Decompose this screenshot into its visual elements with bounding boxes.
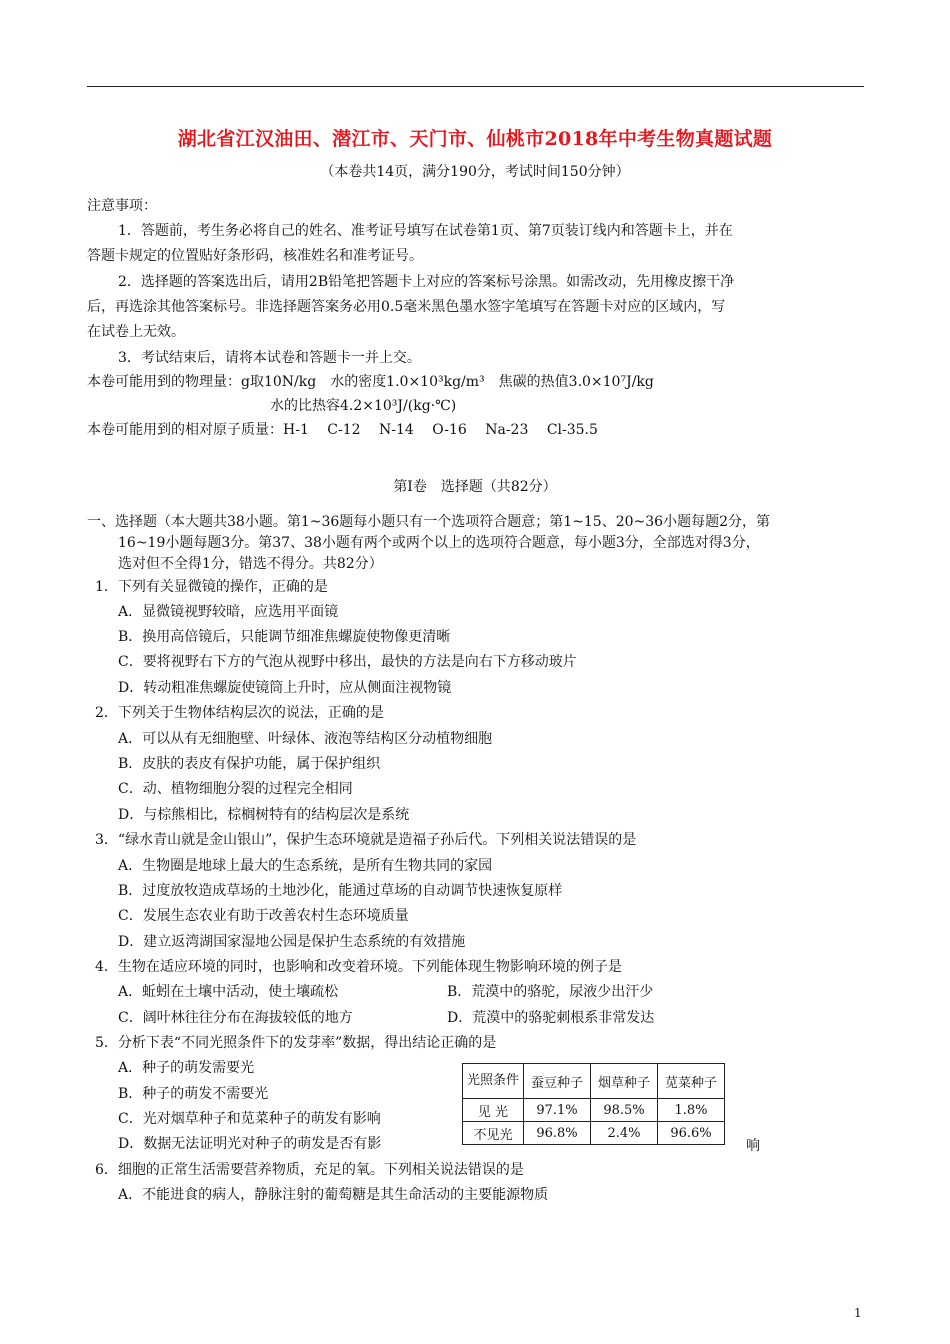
question-4-option-b: B．荒漠中的骆驼，尿液少出汗少: [447, 984, 654, 1000]
table-header-row: [463, 1064, 725, 1099]
question-2-option-c: C．动、植物细胞分裂的过程完全相同: [118, 781, 353, 797]
question-2-option-a: A．可以从有无细胞壁、叶绿体、液泡等结构区分动植物细胞: [118, 731, 493, 747]
question-3-option-b: B．过度放牧造成草场的土地沙化，能通过草场的自动调节快速恢复原样: [118, 883, 563, 899]
physics-constants-line-1: 本卷可能用到的物理量：g取10N/kg 水的密度1.0×10³kg/m³ 焦碳的热值3.0×10⁷J/kg: [87, 374, 654, 390]
document-title: 湖北省江汉油田、潜江市、天门市、仙桃市2018年中考生物真题试题: [177, 128, 773, 150]
notice-item-2-line-2: 后，再选涂其他答案标号。非选择题答案务必用0.5毫米黑色墨水签字笔填写在答题卡对应的区域内，写: [87, 299, 726, 315]
table-header-cell: 蚕豆种子: [524, 1064, 591, 1099]
question-3-option-d: D．建立返湾湖国家湿地公园是保护生态系统的有效措施: [118, 934, 466, 950]
page-number: 1: [854, 1306, 862, 1320]
table-cell: 97.1%: [524, 1099, 591, 1122]
question-4-option-c: C．阔叶林往往分布在海拔较低的地方: [118, 1010, 353, 1026]
germination-table: [462, 1063, 725, 1145]
question-2-option-b: B．皮肤的表皮有保护功能，属于保护组织: [118, 756, 381, 772]
question-4-option-a: A．蚯蚓在土壤中活动，使土壤疏松: [118, 984, 339, 1000]
question-1-option-c: C．要将视野右下方的气泡从视野中移出，最快的方法是向右下方移动玻片: [118, 654, 577, 670]
question-1-option-d: D．转动粗准焦螺旋使镜筒上升时，应从侧面注视物镜: [118, 680, 452, 696]
section-intro-line-3: 选对但不全得1分，错选不得分。共82分）: [118, 556, 383, 572]
notice-item-1-line-2: 答题卡规定的位置贴好条形码，核准姓名和准考证号。: [87, 248, 423, 264]
question-6-option-a: A．不能进食的病人，静脉注射的葡萄糖是其生命活动的主要能源物质: [118, 1187, 549, 1203]
question-5-option-d-tail: 响: [746, 1138, 760, 1154]
table-cell: 2.4%: [591, 1122, 658, 1145]
question-3-option-c: C．发展生态农业有助于改善农村生态环境质量: [118, 908, 409, 924]
notice-heading: 注意事项：: [87, 198, 157, 214]
question-5-option-d: D．数据无法证明光对种子的萌发是否有影: [118, 1136, 382, 1152]
question-6-stem: 6．细胞的正常生活需要营养物质，充足的氧。下列相关说法错误的是: [95, 1162, 524, 1178]
question-5-stem: 5．分析下表“不同光照条件下的发芽率”数据，得出结论正确的是: [95, 1035, 497, 1051]
question-5-option-c: C．光对烟草种子和苋菜种子的萌发有影响: [118, 1111, 381, 1127]
question-1-option-a: A．显微镜视野较暗，应选用平面镜: [118, 604, 339, 620]
question-4-option-d: D．荒漠中的骆驼刺根系非常发达: [447, 1010, 655, 1026]
notice-item-2-line-3: 在试卷上无效。: [87, 324, 185, 340]
table-header-cell: 光照条件: [463, 1064, 524, 1099]
question-4-stem: 4．生物在适应环境的同时，也影响和改变着环境。下列能体现生物影响环境的例子是: [95, 959, 622, 975]
table-cell: 不见光: [463, 1122, 524, 1145]
section-intro-line-2: 16~19小题每题3分。第37、38小题有两个或两个以上的选项符合题意，每小题3分，全部选对得3分，: [118, 535, 760, 551]
question-3-option-a: A．生物圈是地球上最大的生态系统，是所有生物共同的家园: [118, 858, 493, 874]
notice-item-3: 3．考试结束后，请将本试卷和答题卡一并上交。: [118, 350, 421, 366]
table-row: [463, 1122, 725, 1145]
question-1-option-b: B．换用高倍镜后，只能调节细准焦螺旋使物像更清晰: [118, 629, 451, 645]
table-cell: 98.5%: [591, 1099, 658, 1122]
question-2-stem: 2．下列关于生物体结构层次的说法，正确的是: [95, 705, 384, 721]
section-heading: 第Ⅰ卷 选择题（共82分）: [393, 479, 557, 495]
section-intro-line-1: 一、选择题（本大题共38小题。第1~36题每小题只有一个选项符合题意；第1~15、20~36小题每题2分，第: [87, 514, 770, 530]
question-3-stem: 3．“绿水青山就是金山银山”，保护生态环境就是造福子孙后代。下列相关说法错误的是: [95, 832, 637, 848]
document-subtitle: （本卷共14页，满分190分，考试时间150分钟）: [320, 164, 630, 180]
table-cell: 见 光: [463, 1099, 524, 1122]
table-cell: 1.8%: [658, 1099, 725, 1122]
physics-constants-line-2: 水的比热容4.2×10³J/(kg·℃): [270, 398, 457, 414]
question-1-stem: 1．下列有关显微镜的操作，正确的是: [95, 579, 328, 595]
table-row: [463, 1099, 725, 1122]
table-cell: 96.6%: [658, 1122, 725, 1145]
notice-item-2-line-1: 2．选择题的答案选出后，请用2B铅笔把答题卡上对应的答案标号涂黑。如需改动，先用橡皮擦干净: [118, 274, 735, 290]
table-header-cell: 苋菜种子: [658, 1064, 725, 1099]
question-2-option-d: D．与棕熊相比，棕榈树特有的结构层次是系统: [118, 807, 410, 823]
question-5-option-a: A．种子的萌发需要光: [118, 1060, 255, 1076]
notice-item-1-line-1: 1．答题前，考生务必将自己的姓名、准考证号填写在试卷第1页、第7页装订线内和答题卡上，并在: [118, 223, 733, 239]
table-header-cell: 烟草种子: [591, 1064, 658, 1099]
top-rule: [87, 86, 864, 87]
table-cell: 96.8%: [524, 1122, 591, 1145]
question-5-option-b: B．种子的萌发不需要光: [118, 1086, 269, 1102]
atomic-mass-line: 本卷可能用到的相对原子质量：H-1 C-12 N-14 O-16 Na-23 Cl-35.5: [87, 422, 598, 438]
